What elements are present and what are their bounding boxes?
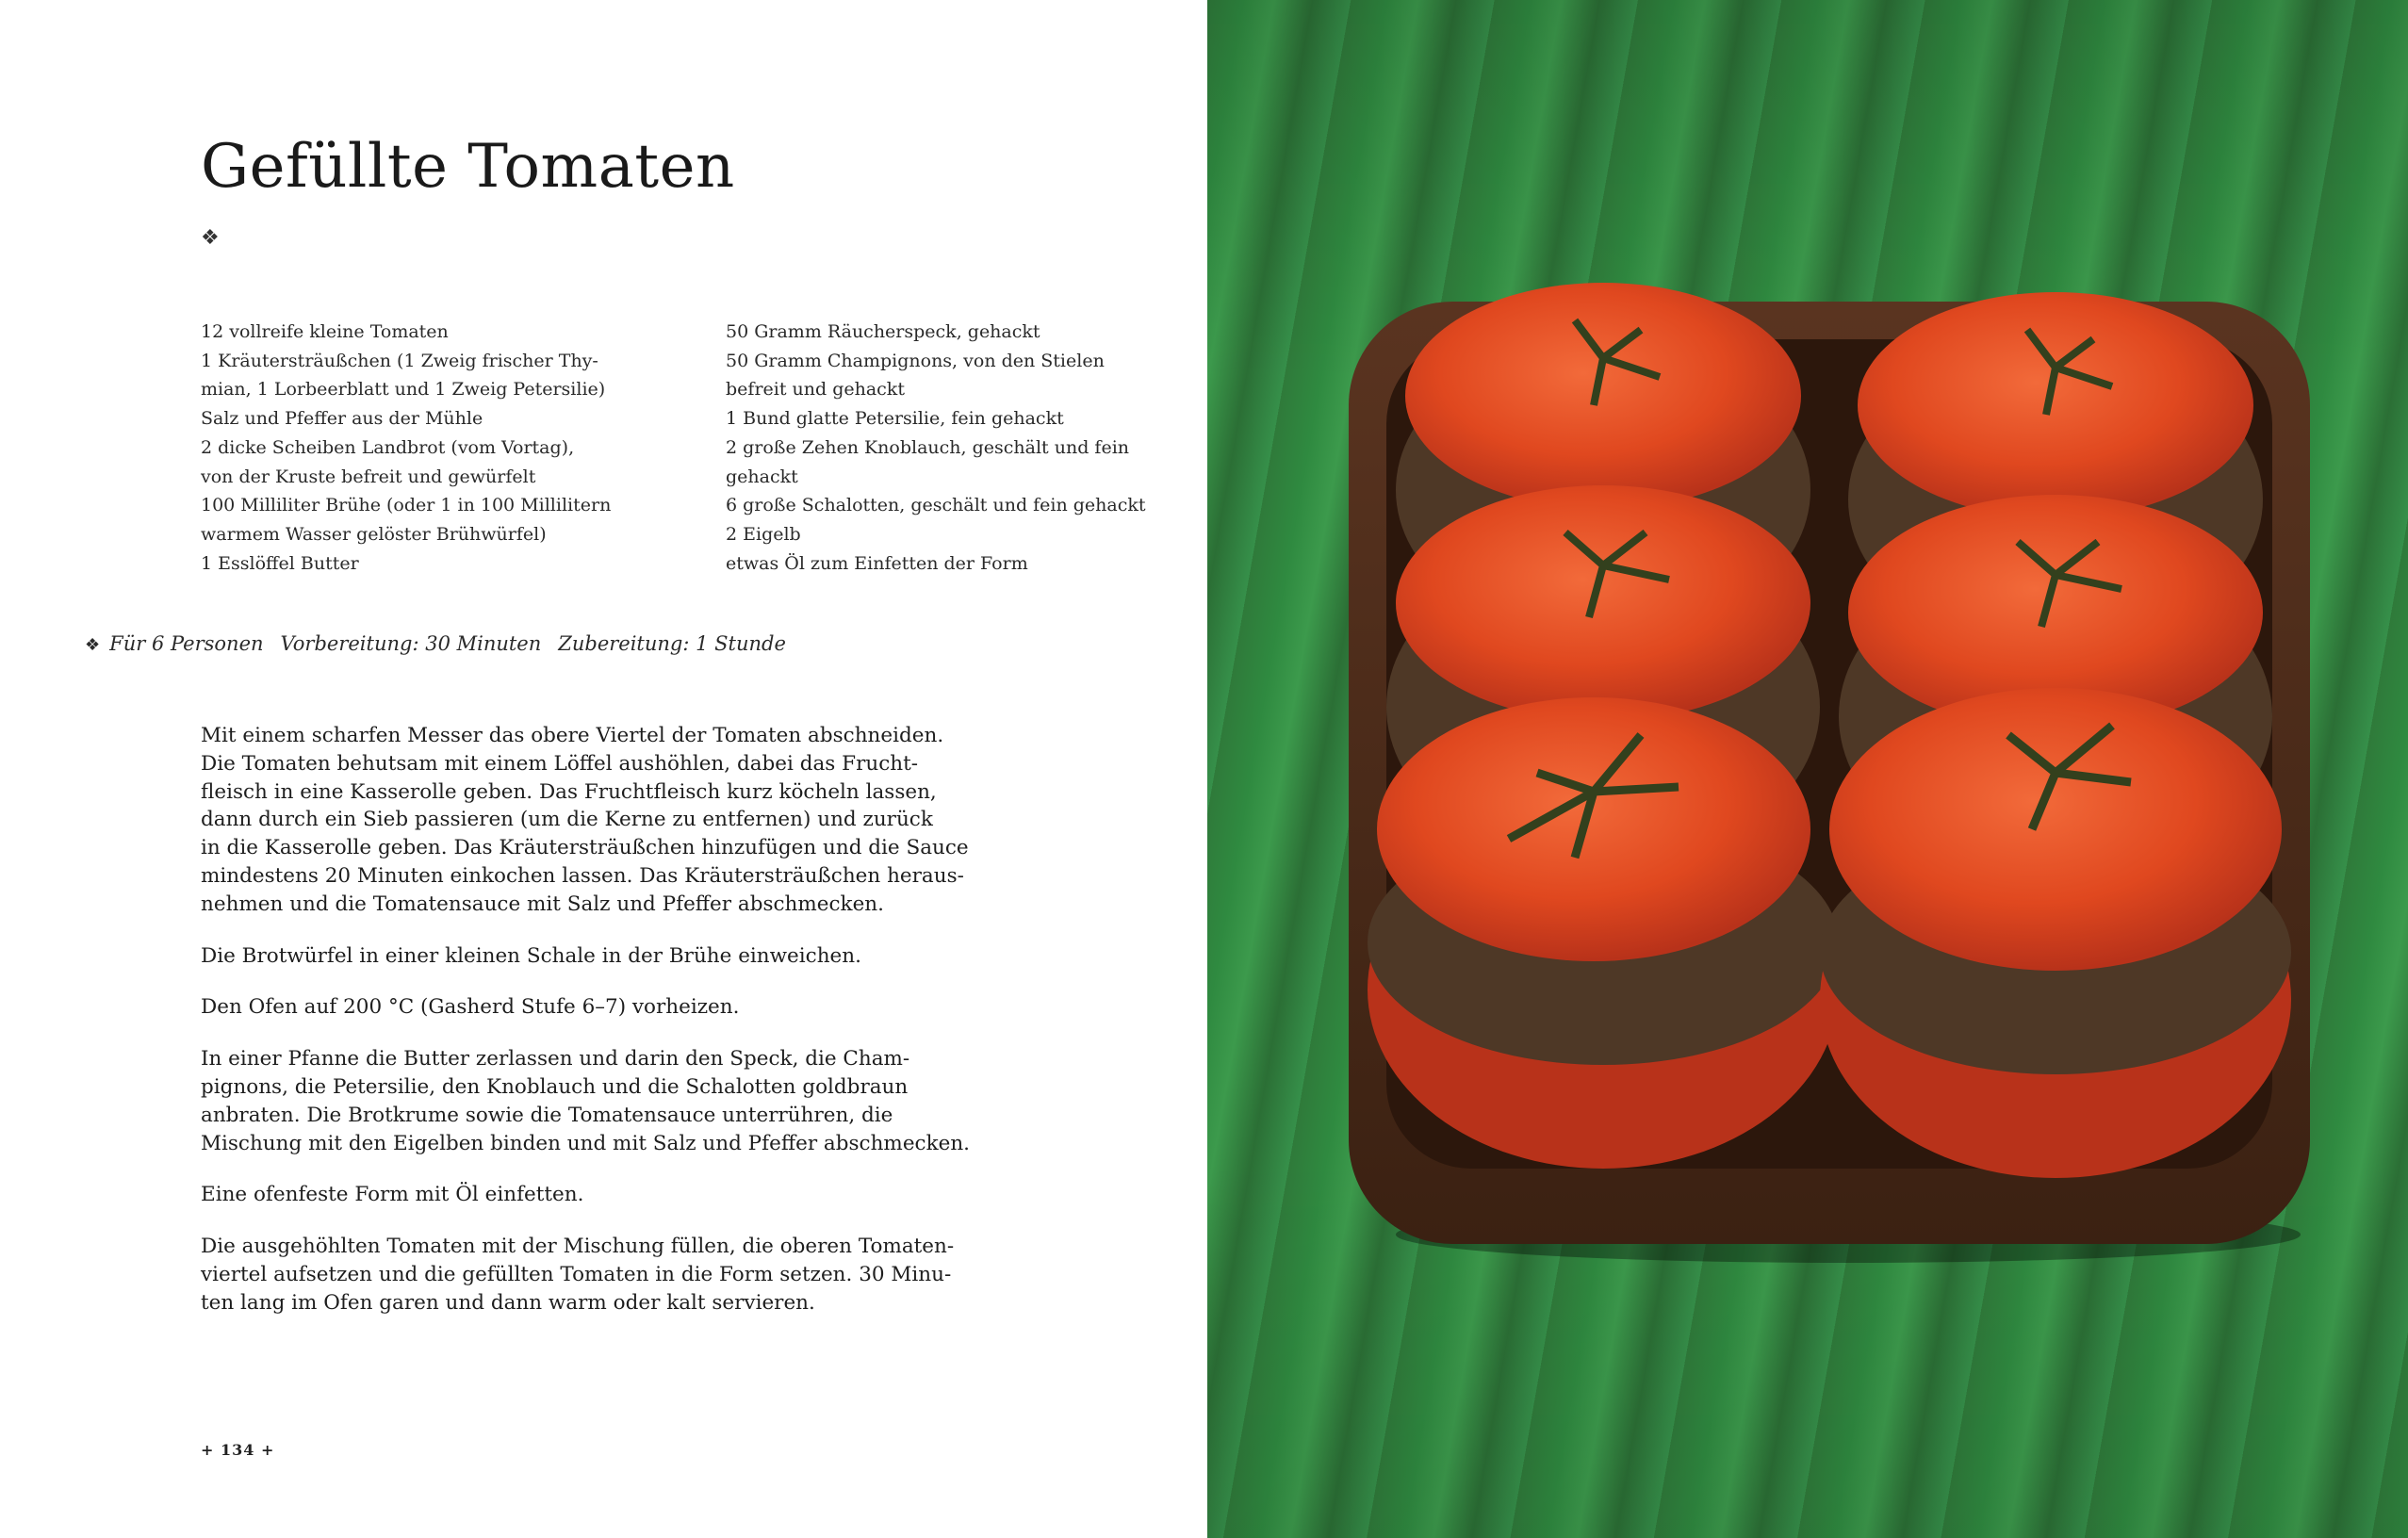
instruction-paragraph bbox=[201, 1045, 971, 1157]
text-line: pignons, die Petersilie, den Knoblauch und die Schalotten goldbraun bbox=[201, 1074, 909, 1099]
text-line: Mischung mit den Eigelben binden und mit Salz und Pfeffer abschmecken. bbox=[201, 1131, 971, 1155]
ingredients-list-left bbox=[201, 318, 691, 578]
ingredient-line: befreit und gehackt bbox=[726, 379, 905, 401]
text-line: mindestens 20 Minuten einkochen lassen. Das Kräutersträußchen heraus- bbox=[201, 863, 964, 888]
page-number: + 134 + bbox=[201, 1441, 275, 1459]
ingredient-line: 2 dicke Scheiben Landbrot (vom Vortag), bbox=[201, 436, 575, 458]
text-line: ten lang im Ofen garen und dann warm oder kalt servieren. bbox=[201, 1290, 815, 1315]
text-line: Die Brotwürfel in einer kleinen Schale in der Brühe einweichen. bbox=[201, 943, 861, 968]
instruction-paragraph bbox=[201, 942, 936, 971]
text-line: Mit einem scharfen Messer das obere Viertel der Tomaten abschneiden. bbox=[201, 724, 944, 747]
tomato-front-left bbox=[1368, 697, 1839, 1169]
prep-time: Vorbereitung: 30 Minuten bbox=[280, 632, 542, 655]
text-line: Den Ofen auf 200 °C (Gasherd Stufe 6–7) vorheizen. bbox=[201, 995, 740, 1020]
tomato-front-right bbox=[1820, 688, 2291, 1178]
ingredient-line: 100 Milliliter Brühe (oder 1 in 100 Millilitern bbox=[201, 495, 612, 516]
ingredient-line: gehackt bbox=[726, 466, 798, 487]
instruction-paragraph bbox=[201, 1233, 955, 1317]
servings: Für 6 Personen bbox=[109, 632, 264, 655]
instruction-paragraph bbox=[201, 993, 936, 1022]
ingredient-line: 6 große Schalotten, geschält und fein gehackt bbox=[726, 495, 1146, 516]
text-line: Eine ofenfeste Form mit Öl einfetten. bbox=[201, 1183, 584, 1207]
ingredient-line: 2 Eigelb bbox=[726, 523, 801, 545]
text-line: Die ausgehöhlten Tomaten mit der Mischung füllen, die oberen Tomaten- bbox=[201, 1235, 955, 1259]
ornament-icon: ❖ bbox=[201, 226, 220, 250]
food-photo bbox=[1207, 0, 2408, 1538]
ingredient-line: 1 Esslöffel Butter bbox=[201, 552, 359, 574]
text-line: nehmen und die Tomatensauce mit Salz und Pfeffer abschmecken. bbox=[201, 892, 884, 916]
instruction-paragraph bbox=[201, 722, 969, 919]
recipe-meta bbox=[85, 632, 803, 655]
ingredient-line: Salz und Pfeffer aus der Mühle bbox=[201, 408, 483, 430]
ingredient-line: warmem Wasser gelöster Brühwürfel) bbox=[201, 523, 547, 545]
ingredient-line: 1 Kräutersträußchen (1 Zweig frischer Thy- bbox=[201, 350, 598, 371]
instructions bbox=[201, 722, 971, 1341]
ingredient-line: 2 große Zehen Knoblauch, geschält und fein bbox=[726, 436, 1130, 458]
ingredient-line: von der Kruste befreit und gewürfelt bbox=[201, 466, 536, 487]
instruction-paragraph bbox=[201, 1181, 936, 1209]
text-line: viertel aufsetzen und die gefüllten Tomaten in die Form setzen. 30 Minu- bbox=[201, 1262, 952, 1286]
ingredient-line: etwas Öl zum Einfetten der Form bbox=[726, 552, 1028, 574]
stuffed-tomatoes-illustration bbox=[1320, 283, 2338, 1263]
text-line: Die Tomaten behutsam mit einem Löffel aushöhlen, dabei das Frucht- bbox=[201, 751, 919, 776]
text-line: anbraten. Die Brotkrume sowie die Tomatensauce unterrühren, die bbox=[201, 1103, 893, 1127]
ingredient-line: 50 Gramm Räucherspeck, gehackt bbox=[726, 321, 1040, 342]
recipe-title: Gefüllte Tomaten bbox=[201, 132, 735, 202]
cook-time: Zubereitung: 1 Stunde bbox=[558, 632, 786, 655]
text-line: in die Kasserolle geben. Das Kräutersträußchen hinzufügen und die Sauce bbox=[201, 836, 969, 860]
ingredient-line: 12 vollreife kleine Tomaten bbox=[201, 321, 449, 342]
text-line: In einer Pfanne die Butter zerlassen und darin den Speck, die Cham- bbox=[201, 1047, 910, 1072]
text-line: fleisch in eine Kasserolle geben. Das Fruchtfleisch kurz köcheln lassen, bbox=[201, 779, 937, 804]
ingredient-line: mian, 1 Lorbeerblatt und 1 Zweig Petersilie) bbox=[201, 379, 606, 401]
ingredient-line: 1 Bund glatte Petersilie, fein gehackt bbox=[726, 408, 1064, 430]
ornament-icon: ❖ bbox=[85, 635, 101, 655]
ingredients-list-right bbox=[726, 318, 1178, 578]
text-line: dann durch ein Sieb passieren (um die Kerne zu entfernen) und zurück bbox=[201, 808, 933, 832]
ingredient-line: 50 Gramm Champignons, von den Stielen bbox=[726, 350, 1105, 371]
